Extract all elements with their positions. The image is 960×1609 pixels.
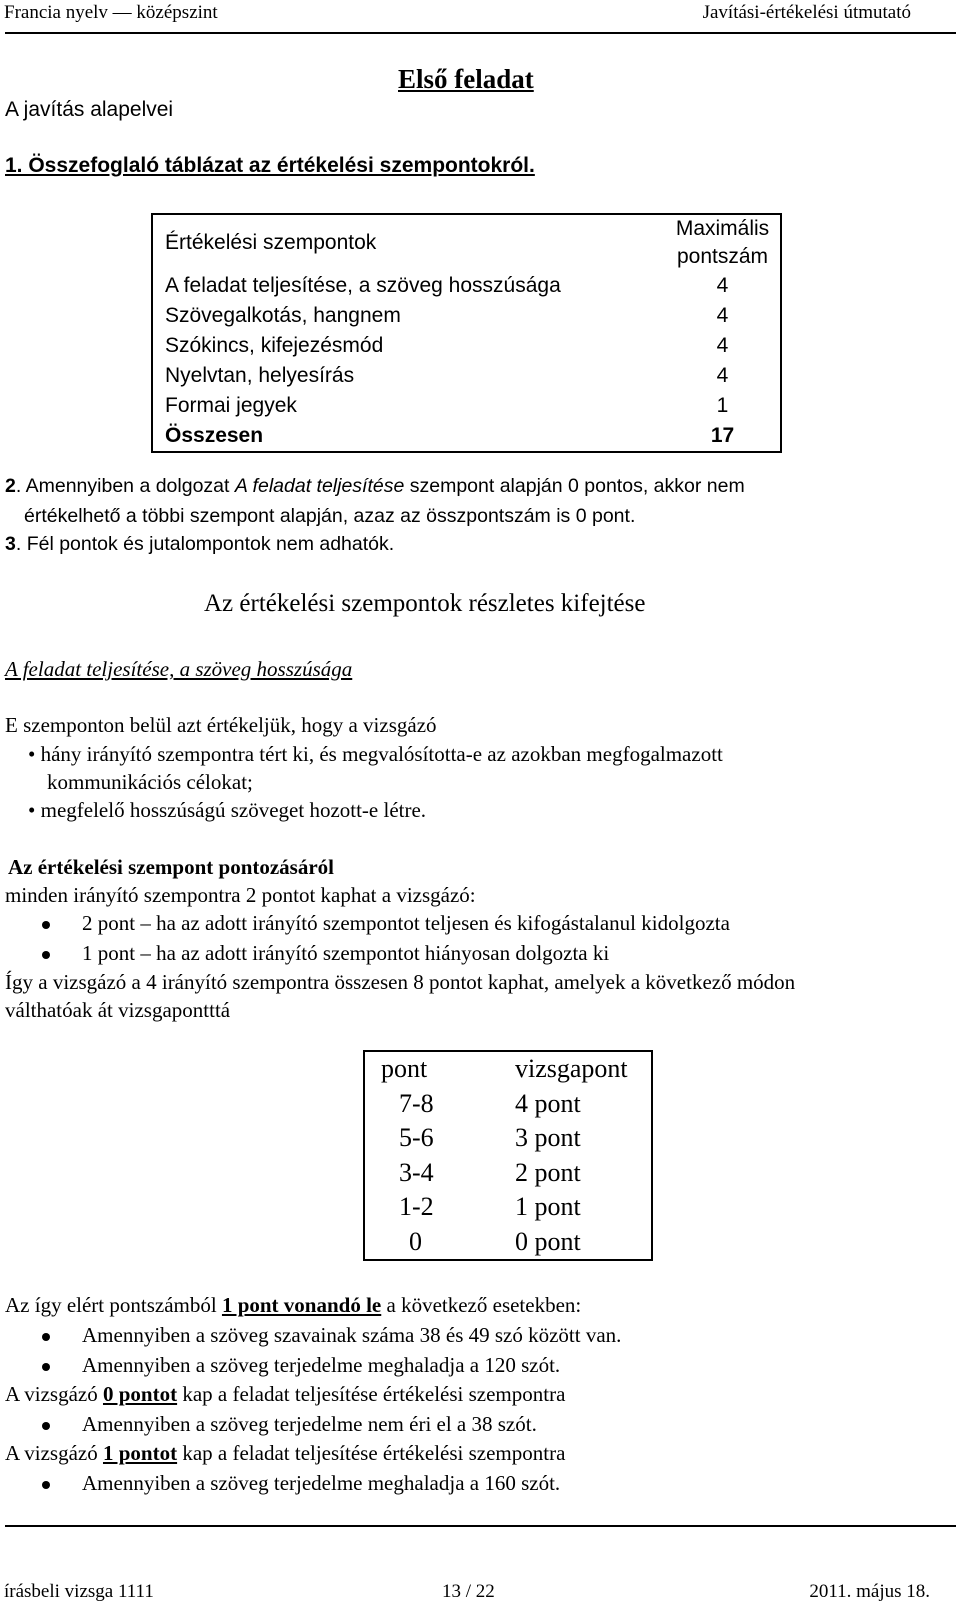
- list-item-text: Amennyiben a szöveg terjedelme meghaladja a 120 szót.: [82, 1353, 561, 1377]
- table-row: [152, 391, 781, 421]
- conversion-head-vizsgapont: vizsgapont: [515, 1054, 628, 1083]
- table-head-max-line2: pontszám: [676, 245, 769, 268]
- one-text-a: A vizsgázó: [5, 1441, 103, 1465]
- point-2-line-2: értékelhető a többi szempont alapján, azaz az összpontszám is 0 pont.: [24, 505, 636, 527]
- one-text-b: kap a feladat teljesítése értékelési szempontra: [177, 1441, 566, 1465]
- footer-right: 2011. május 18.: [809, 1581, 930, 1602]
- deduction-text-a: Az így elért pontszámból: [5, 1293, 222, 1317]
- list-item: [28, 742, 723, 767]
- zero-text-b: kap a feladat teljesítése értékelési szempontra: [177, 1382, 566, 1406]
- table-row: [364, 1156, 652, 1191]
- row-label: A feladat teljesítése, a szöveg hosszúsága: [165, 274, 561, 297]
- list-item: [42, 1323, 621, 1348]
- footer-rule: [5, 1525, 956, 1527]
- list-item-text: Amennyiben a szöveg szavainak száma 38 és 49 szó között van.: [82, 1323, 622, 1347]
- list-item-text: hány irányító szempontra tért ki, és megvalósította-e az azokban megfogalmazott: [40, 742, 723, 766]
- list-item: [42, 1412, 537, 1437]
- subhead: A feladat teljesítése, a szöveg hosszúsága: [5, 657, 353, 681]
- intro-text: E szemponton belül azt értékeljük, hogy a vizsgázó: [5, 713, 437, 737]
- table-row: [364, 1121, 652, 1156]
- deduction-text-b: a következő esetekben:: [381, 1293, 582, 1317]
- criteria-table: [151, 213, 782, 453]
- conversion-head-pont: pont: [381, 1054, 428, 1083]
- table-row: [364, 1190, 652, 1225]
- conversion-exam-points: 2 pont: [515, 1157, 581, 1187]
- table-head-max: [665, 214, 781, 271]
- table-head-criteria: Értékelési szempontok: [165, 231, 377, 254]
- table-row: [152, 271, 781, 301]
- bullet-icon: [42, 951, 50, 959]
- point-2-italic: A feladat teljesítése: [234, 475, 405, 497]
- list-item: [28, 798, 426, 823]
- point-3-number: 3: [5, 533, 16, 555]
- conversion-points: 7-8: [399, 1088, 434, 1118]
- list-item-text: Amennyiben a szöveg terjedelme meghaladja a 160 szót.: [82, 1471, 561, 1495]
- conversion-text-line-1: Így a vizsgázó a 4 irányító szempontra összesen 8 pontot kaphat, amelyek a következő módon: [5, 970, 796, 994]
- footer-page-number: 13 / 22: [442, 1581, 495, 1602]
- point-2-line-1: [5, 475, 745, 498]
- zero-text-a: A vizsgázó: [5, 1382, 103, 1406]
- bullet-icon: •: [28, 742, 36, 766]
- principles-label: A javítás alapelvei: [5, 98, 174, 121]
- conversion-points: 0: [409, 1226, 422, 1256]
- table-total-row: [152, 421, 781, 452]
- scoring-intro: minden irányító szempontra 2 pontot kaphat a vizsgázó:: [5, 883, 476, 907]
- table-row: [152, 301, 781, 331]
- list-item: [42, 1471, 560, 1496]
- details-title: Az értékelési szempontok részletes kifejtése: [204, 590, 646, 617]
- footer-left: írásbeli vizsga 1111: [4, 1581, 154, 1602]
- deduction-text: [5, 1293, 581, 1318]
- table-head-max-line1: Maximális: [675, 217, 770, 240]
- list-item-text: megfelelő hosszúságú szöveget hozott-e létre.: [40, 798, 427, 822]
- table-row: [152, 361, 781, 391]
- point-3: [5, 533, 394, 556]
- header-rule: [5, 32, 956, 34]
- point-2-number: 2: [5, 475, 16, 497]
- conversion-exam-points: 1 pont: [515, 1192, 581, 1221]
- point-3-text: . Fél pontok és jutalompontok nem adhatók.: [15, 533, 395, 555]
- row-value: 4: [716, 274, 729, 297]
- header-right: Javítási-értékelési útmutató: [702, 2, 911, 23]
- table-row: [364, 1087, 652, 1122]
- bullet-icon: [42, 921, 50, 929]
- total-value: 17: [710, 424, 735, 447]
- list-item: [42, 1353, 560, 1378]
- conversion-header-row: [364, 1051, 652, 1087]
- bullet-icon: [42, 1333, 50, 1341]
- conversion-exam-points: 3 pont: [515, 1123, 581, 1152]
- point-2-text-b: szempont alapján 0 pontos, akkor nem: [404, 475, 745, 497]
- row-label: Szókincs, kifejezésmód: [165, 334, 384, 357]
- bullet-icon: •: [28, 798, 36, 822]
- row-value: 1: [716, 394, 729, 417]
- one-point-text: [5, 1441, 565, 1466]
- header-left: Francia nyelv — középszint: [4, 2, 218, 23]
- conversion-text-line-2: válthatóak át vizsgapontttá: [5, 998, 231, 1022]
- bullet-icon: [42, 1363, 50, 1371]
- zero-points-text: [5, 1382, 565, 1407]
- zero-emphasis: 0 pontot: [102, 1382, 178, 1406]
- point-2-text-a: . Amennyiben a dolgozat: [15, 475, 235, 497]
- conversion-points: 1-2: [399, 1192, 434, 1221]
- conversion-exam-points: 4 pont: [515, 1088, 581, 1118]
- scoring-heading: Az értékelési szempont pontozásáról: [8, 855, 335, 879]
- row-label: Szövegalkotás, hangnem: [165, 304, 401, 327]
- point-1: 1. Összefoglaló táblázat az értékelési szempontokról.: [5, 154, 535, 177]
- list-item: [42, 941, 609, 966]
- list-item: [42, 911, 730, 936]
- conversion-exam-points: 0 pont: [515, 1226, 581, 1256]
- list-item-text: 2 pont – ha az adott irányító szempontot teljesen és kifogástalanul kidolgozta: [82, 911, 730, 935]
- conversion-table: [363, 1050, 653, 1261]
- row-value: 4: [716, 304, 729, 327]
- row-label: Formai jegyek: [165, 394, 297, 417]
- conversion-points: 5-6: [399, 1123, 434, 1152]
- conversion-points: 3-4: [399, 1157, 434, 1187]
- row-label: Nyelvtan, helyesírás: [165, 364, 355, 387]
- list-item-text: Amennyiben a szöveg terjedelme nem éri el a 38 szót.: [82, 1412, 537, 1436]
- bullet-icon: [42, 1481, 50, 1489]
- bullet-icon: [42, 1422, 50, 1430]
- table-row: [364, 1225, 652, 1261]
- total-label: Összesen: [165, 424, 264, 447]
- list-item-continued: kommunikációs célokat;: [47, 770, 253, 794]
- row-value: 4: [716, 364, 729, 387]
- one-emphasis: 1 pontot: [102, 1441, 178, 1465]
- deduction-emphasis: 1 pont vonandó le: [221, 1293, 382, 1317]
- list-item-text: 1 pont – ha az adott irányító szempontot hiányosan dolgozta ki: [82, 941, 610, 965]
- table-header-row: [152, 214, 781, 271]
- table-row: [152, 331, 781, 361]
- section-title: Első feladat: [398, 64, 534, 94]
- row-value: 4: [716, 334, 729, 357]
